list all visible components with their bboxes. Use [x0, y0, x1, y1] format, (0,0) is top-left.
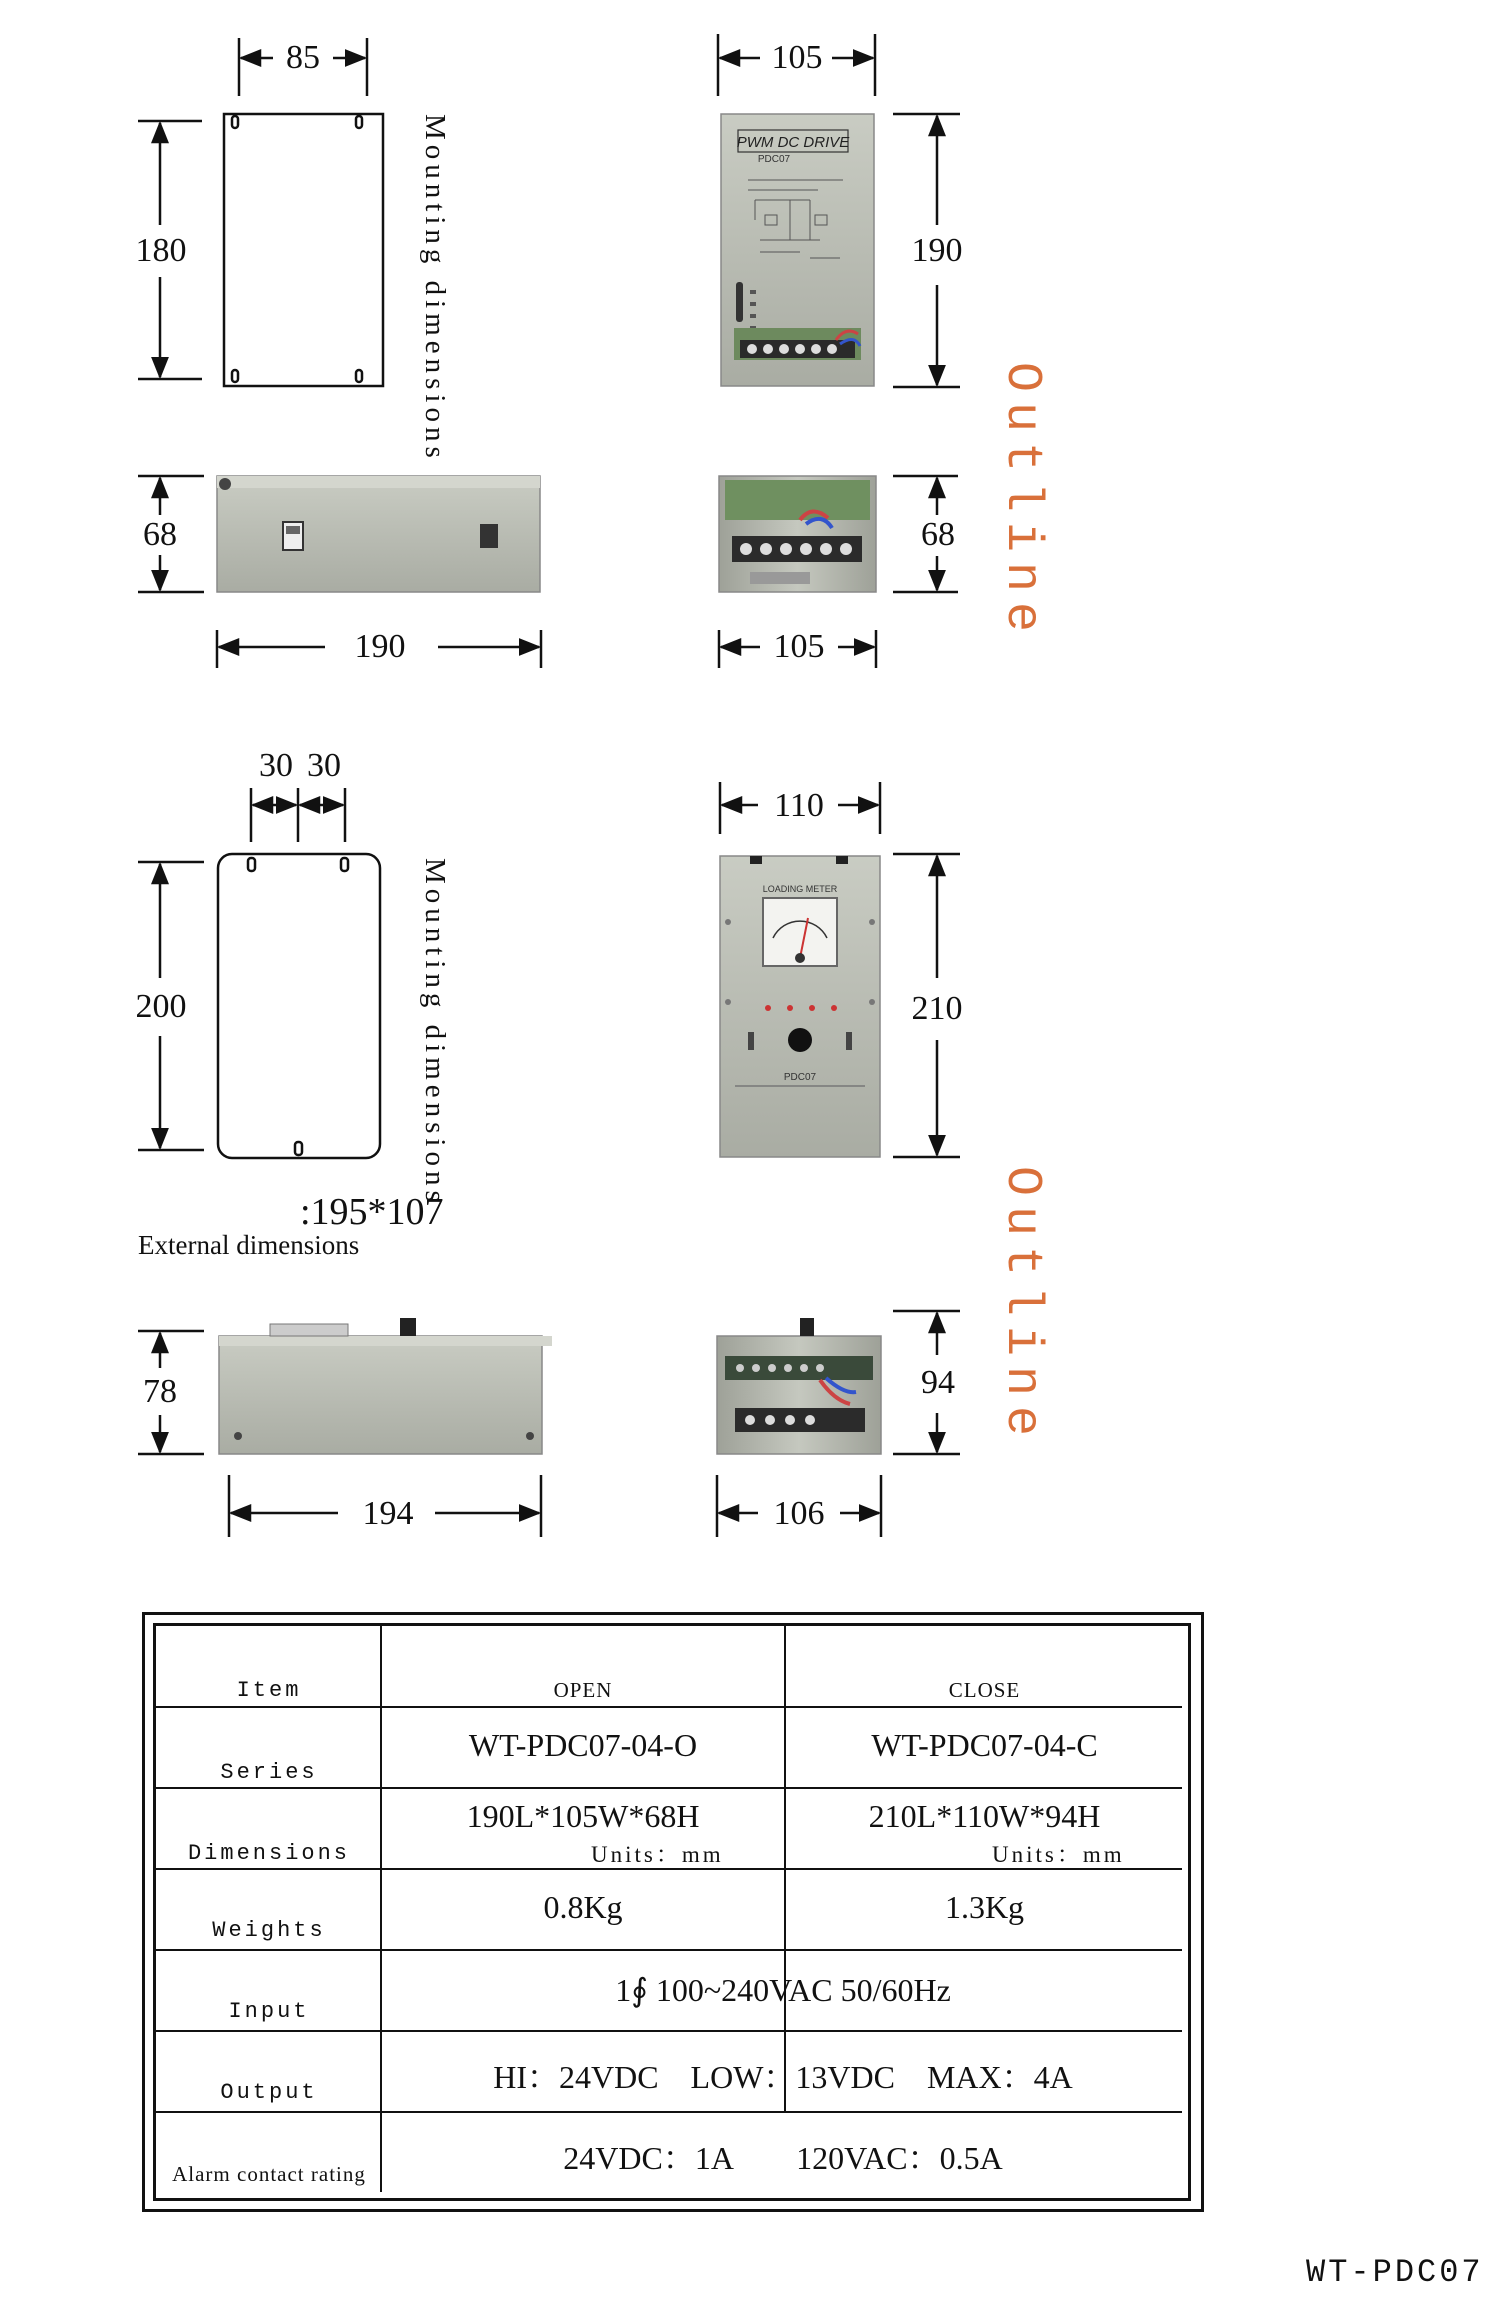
series-open: WT-PDC07-04-O	[468, 1727, 698, 1763]
outline-label-top: Outline	[993, 362, 1050, 643]
header-close: CLOSE	[948, 1678, 1021, 1702]
row-label-series: Series	[220, 1760, 318, 1785]
input-value: 1∮ 100~240VAC 50/60Hz	[615, 1972, 951, 2008]
dimensions-close-units: Units：mm	[992, 1842, 1125, 1867]
dim-side-height-bottom: 78	[143, 1373, 177, 1410]
series-close: WT-PDC07-04-C	[871, 1727, 1098, 1763]
row-label-alarm: Alarm contact rating	[172, 2162, 366, 2186]
row-label-dimensions: Dimensions	[187, 1841, 351, 1866]
dim-end-width-top: 105	[773, 628, 825, 665]
dim-mount-width-top: 85	[286, 39, 320, 76]
header-item: Item	[236, 1678, 302, 1703]
device-end-view-bottom	[717, 1318, 881, 1454]
spec-table	[153, 1623, 1191, 2201]
device-front-view-top	[721, 114, 874, 386]
dim-end-height-bottom: 94	[921, 1364, 955, 1401]
header-open: OPEN	[553, 1678, 613, 1702]
mounting-label-top: Mounting dimensions	[419, 114, 451, 463]
mounting-outline-bottom	[138, 788, 380, 1158]
device-end-view-top	[719, 476, 876, 592]
dimensions-close: 210L*110W*94H	[868, 1798, 1101, 1834]
table-row-divider	[156, 1787, 1182, 1789]
dim-side-width-top: 190	[354, 628, 406, 665]
alarm-value: 24VDC：1A 120VAC：0.5A	[563, 2140, 1003, 2176]
mounting-label-bottom: Mounting dimensions	[419, 858, 451, 1207]
device-front-view-bottom	[720, 856, 880, 1157]
dimensions-open: 190L*105W*68H	[466, 1798, 700, 1834]
device-side-view-bottom	[219, 1318, 552, 1454]
dim-front-height-bottom: 210	[911, 990, 963, 1027]
weight-open: 0.8Kg	[543, 1889, 623, 1925]
dimensions-open-units: Units：mm	[591, 1842, 724, 1867]
dim-end-height-top: 68	[921, 516, 955, 553]
dim-end-width-bottom: 106	[773, 1495, 825, 1532]
dim-side-width-bottom: 194	[362, 1495, 414, 1532]
dim-side-height-top: 68	[143, 516, 177, 553]
dim-front-width-top: 105	[771, 39, 823, 76]
row-label-weights: Weights	[212, 1918, 326, 1943]
footer-model: WT-PDC07	[1306, 2254, 1484, 2291]
panel-model-bottom: PDC07	[783, 1072, 817, 1083]
meter-title: LOADING METER	[762, 884, 838, 894]
dim-mount-height-bottom: 200	[135, 988, 187, 1025]
table-row-divider	[156, 2030, 1182, 2032]
dim-front-height-top: 190	[911, 232, 963, 269]
table-col-divider	[380, 1626, 382, 2192]
panel-title-top: PWM DC DRIVE	[736, 134, 850, 151]
table-row-divider	[156, 1706, 1182, 1708]
dim-hole-spacing-left: 30	[259, 747, 293, 784]
mounting-outline-top	[138, 38, 383, 386]
dim-hole-spacing-right: 30	[307, 747, 341, 784]
row-label-input: Input	[228, 1999, 310, 2024]
panel-model-top: PDC07	[757, 154, 791, 165]
external-dimensions-label: External dimensions	[138, 1230, 360, 1260]
table-row-divider	[156, 2111, 1182, 2113]
outline-label-bottom: Outline	[993, 1166, 1050, 1447]
device-side-view-top	[217, 476, 540, 592]
external-dimensions-value: :195*107	[300, 1191, 444, 1233]
output-value: HI：24VDC LOW：13VDC MAX：4A	[493, 2059, 1073, 2095]
row-label-output: Output	[220, 2080, 318, 2105]
dim-mount-height-top: 180	[135, 232, 187, 269]
weight-close: 1.3Kg	[944, 1889, 1025, 1925]
dim-front-width-bottom: 110	[774, 787, 824, 824]
table-row-divider	[156, 1949, 1182, 1951]
